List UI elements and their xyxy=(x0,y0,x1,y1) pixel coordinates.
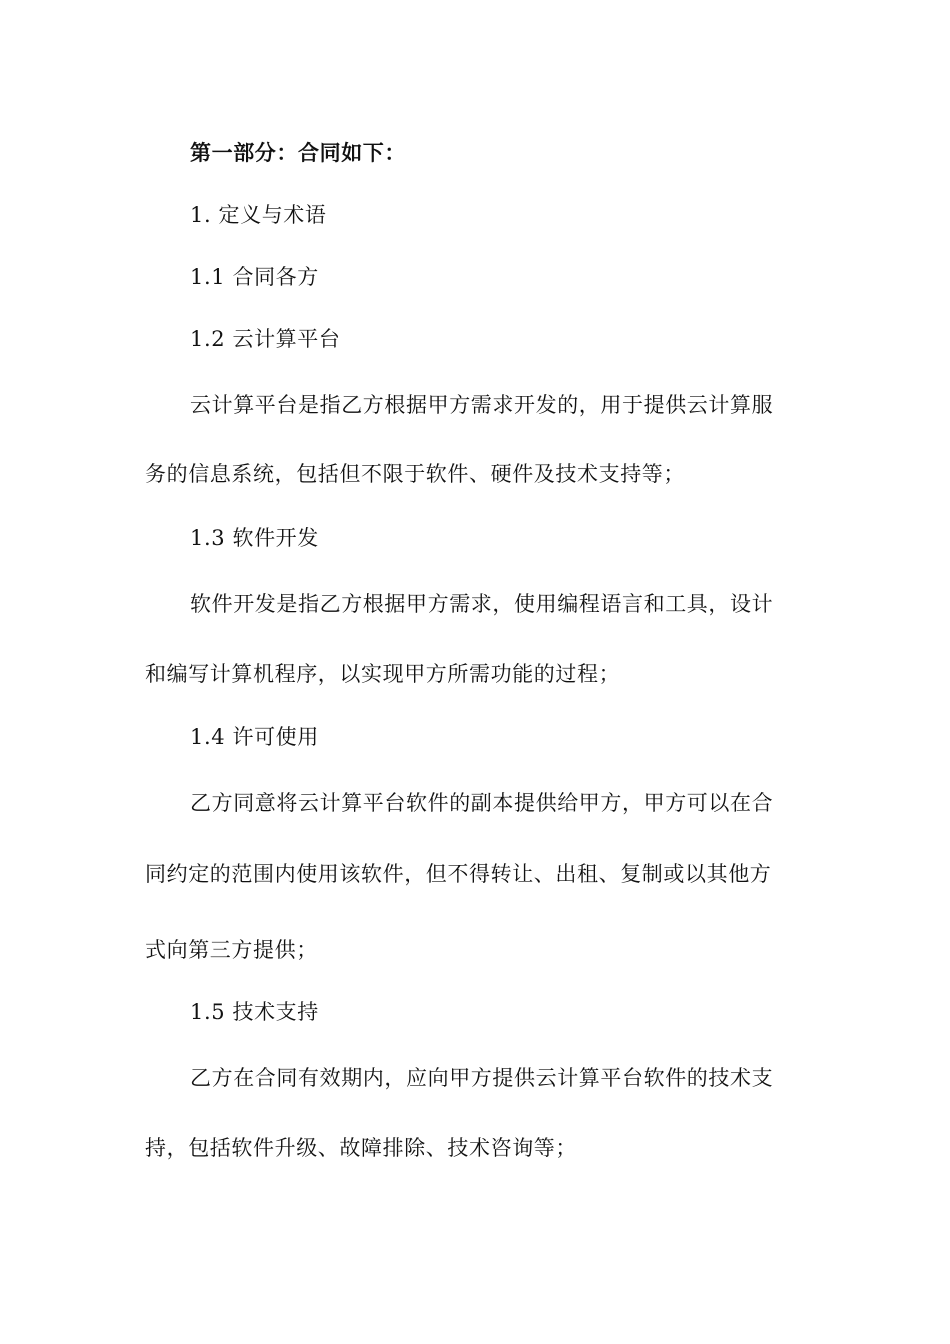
section-1-title: 1. 定义与术语 xyxy=(190,203,327,227)
section-1-5-text-line-2: 持，包括软件升级、故障排除、技术咨询等； xyxy=(145,1136,577,1160)
section-1-1-title: 1.1 合同各方 xyxy=(190,265,319,289)
section-1-5-text-line-1: 乙方在合同有效期内，应向甲方提供云计算平台软件的技术支 xyxy=(190,1066,774,1090)
section-1-3-text-line-2: 和编写计算机程序，以实现甲方所需功能的过程； xyxy=(145,662,621,686)
section-1-2-text-line-1: 云计算平台是指乙方根据甲方需求开发的，用于提供云计算服 xyxy=(190,393,774,417)
section-1-4-text-line-2: 同约定的范围内使用该软件，但不得转让、出租、复制或以其他方 xyxy=(145,862,772,886)
part-title: 第一部分：合同如下： xyxy=(190,140,406,165)
section-1-2-text-line-2: 务的信息系统，包括但不限于软件、硬件及技术支持等； xyxy=(145,462,685,486)
section-1-4-text-line-1: 乙方同意将云计算平台软件的副本提供给甲方，甲方可以在合 xyxy=(190,791,774,815)
section-1-2-title: 1.2 云计算平台 xyxy=(190,327,341,351)
section-1-4-text-line-3: 式向第三方提供； xyxy=(145,938,318,962)
section-1-3-title: 1.3 软件开发 xyxy=(190,526,319,550)
section-1-3-text-line-1: 软件开发是指乙方根据甲方需求，使用编程语言和工具，设计 xyxy=(190,592,774,616)
section-1-5-title: 1.5 技术支持 xyxy=(190,1000,319,1024)
section-1-4-title: 1.4 许可使用 xyxy=(190,725,319,749)
